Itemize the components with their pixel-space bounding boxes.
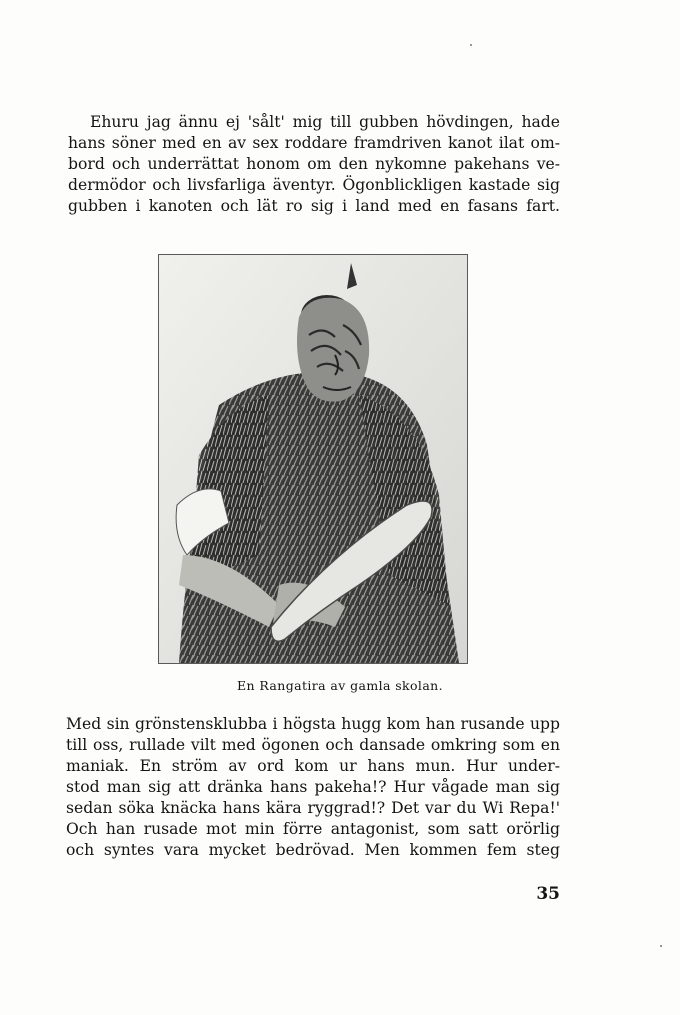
paragraph-2 [66, 714, 560, 861]
text-line: dermödor och livsfarliga äventyr. Ögonblickligen kastade sig [68, 176, 560, 194]
figure-caption: En Rangatira av gamla skolan. [236, 678, 444, 693]
paper-speck [470, 44, 472, 46]
paragraph-1 [68, 112, 560, 217]
portrait-photo [158, 254, 468, 664]
text-line: gubben i kanoten och lät ro sig i land med en fasans fart. [68, 197, 560, 215]
text-line: Och han rusade mot min förre antagonist, som satt orörlig [66, 820, 560, 838]
text-line: Med sin grönstensklubba i högsta hugg kom han rusande upp [66, 715, 560, 733]
text-line: sedan söka knäcka hans kära ryggrad!? Det var du Wi Repa!' [66, 799, 560, 817]
text-line: till oss, rullade vilt med ögonen och dansade omkring som en [66, 736, 560, 754]
portrait-illustration [159, 255, 467, 663]
text-line: bord och underrättat honom om den nykomne pakehans ve- [68, 155, 560, 173]
text-line: stod man sig att dränka hans pakeha!? Hur vågade man sig [66, 778, 560, 796]
page-number: 35 [536, 884, 560, 904]
text-line: och syntes vara mycket bedrövad. Men kommen fem steg [66, 841, 560, 859]
text-line: hans söner med en av sex roddare framdriven kanot ilat om- [68, 134, 560, 152]
text-line: Ehuru jag ännu ej 'sålt' mig till gubben hövdingen, hade [90, 113, 560, 131]
text-line: maniak. En ström av ord kom ur hans mun. Hur under- [66, 757, 560, 775]
paper-speck [660, 945, 662, 947]
